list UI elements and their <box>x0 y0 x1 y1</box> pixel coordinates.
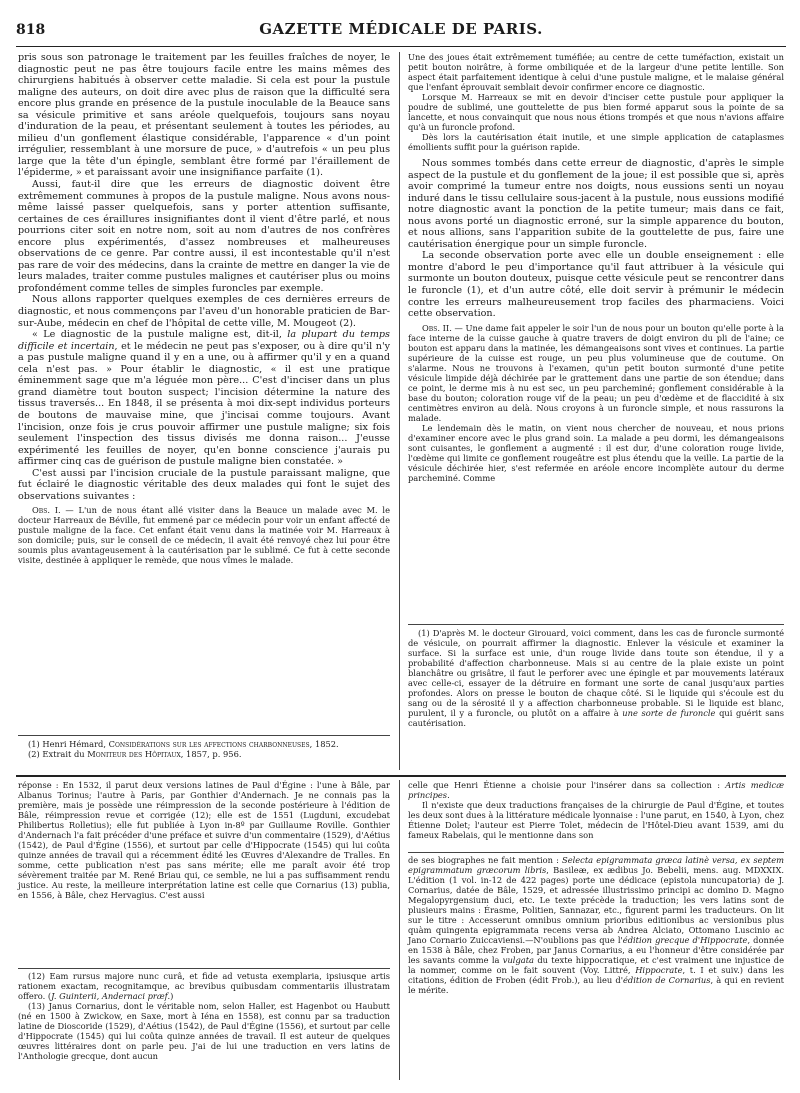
bottom-right-footnotes <box>408 855 784 995</box>
observation-1: Obs. I. — L'un de nous étant allé visiter dans la Beauce un malade avec M. le docteur Harreaux de Béville, fut emmené par ce médecin pour voir un enfant affecté de pustule maligne de la face. Cet enfant était venu dans la matinée voir M. Harreaux à son domicile; puis, sur le conseil de ce médecin, il avait été renvoyé chez lui pour être soumis plus avantageusement à la cautérisation par le sublimé. Ce fut à cette seconde visite, destinée à appliquer le remède, que nous vîmes le malade. <box>18 505 390 566</box>
footnote: (12) Eam rursus majore nunc curâ, et fide ad vetusta exemplaria, ipsiusque artis rationem exactam, recognitamque, ac brevibus quibusdam commentariis illustratam offero. (J. Guinterii, Andernaci præf.) <box>18 971 390 1001</box>
bottom-left-footnotes <box>18 971 390 1061</box>
footnote: (13) Janus Cornarius, dont le véritable nom, selon Haller, est Hagenbot ou Haubutt (né en 1500 à Zwickow, en Saxe, mort à Iéna en 1558), est connu par sa traduction latine de Dioscoride (1529), d'Aétius (1542), de Paul d'Égine (1556), et surtout par celle d'Hippocrate (1545) qui lui coûta quinze années de travail. Il est auteur de quelques œuvres littéraires dont on parle peu. J'ai de lui une traduction en vers latins de l'Anthologie grecque, dont aucun <box>18 1001 390 1061</box>
page-header <box>16 18 786 47</box>
footnote-divider <box>408 852 784 853</box>
paragraph: La seconde observation porte avec elle un double enseignement : elle montre d'abord le peu d'importance qu'il faut attribuer à la vésicule qui surmonte un bouton douteux, puisque cette vésicule peut se rencontrer dans le furoncle (1), et d'un autre côté, elle doit servir à prémunir le médecin contre les erreurs malheureusement trop faciles des pharmaciens. Voici cette observation. <box>408 250 784 320</box>
page-number: 818 <box>16 22 46 38</box>
footnote: (1) D'après M. le docteur Girouard, voici comment, dans les cas de furoncle surmonté de vésicule, on pourrait affirmer la diagnostic. Enlever la vésicule et examiner la surface. Si la surface est unie, d'un rouge livide dans toute son étendue, il y a probabilité d'affection charbonneuse. Mais si au centre de la plaie existe un point blanchâtre ou grisâtre, il faut le perforer avec une épingle et par mouvements latéraux avec celle-ci, essayer de la détruire en formant une sorte de canal jusqu'aux parties profondes. Alors on presse le bouton de chaque côté. Si le liquide qui s'écoule est du sang ou de la sérosité il y a affection charbonneuse probable. Si le liquide est blanc, purulent, il y a furoncle, ou plutôt on a affaire à une sorte de furoncle qui guérit sans cautérisation. <box>408 628 784 728</box>
footnote: (2) Extrait du Moniteur des Hôpitaux, 1857, p. 956. <box>28 749 242 759</box>
column-divider <box>399 52 400 770</box>
paragraph: réponse : En 1532, il parut deux versions latines de Paul d'Égine : l'une à Bâle, par Albanus Torinus; l'autre à Paris, par Gonthier d'Andernach. Je ne connais pas la première, mais je possède une réimpression de la seconde postérieure à l'édition de Bâle, réimpression revue et corrigée (12); elle est de 1551 (Lugduni, excudebat Philibertus Rolletius); elle fut publiée à Lyon in-8º par Guillaume Roville. Gonthier d'Andernach l'a fait précéder d'une préface et suivre d'un commentaire (1529), d'Aétius (1542), de Paul d'Égine (1556), et surtout par celle d'Hippocrate (1545) qui lui coûta quinze années de travail qui a récemment édité les Œuvres d'Alexandre de Tralles. En somme, cette publication n'est pas sans mérite; elle me paraît avoir été trop sévèrement traitée par M. René Briau qui, ce semble, ne lui a pas suffisamment rendu justice. Au reste, la meilleure interprétation latine est celle que Cornarius (13) publia, en 1556, à Bâle, chez Hervagius. C'est aussi <box>18 780 390 900</box>
paragraph: Nous allons rapporter quelques exemples de ces dernières erreurs de diagnostic, et nous commençons par l'aveu d'un honorable praticien de Bar-sur-Aube, médecin en chef de l'hôpital de cette ville, M. Mougeot (2). <box>18 294 390 329</box>
right-column <box>408 52 784 483</box>
paragraph: C'est aussi par l'incision cruciale de la pustule paraissant maligne, que fut éclairé le diagnostic véritable des deux malades qui font le sujet des observations suivantes : <box>18 467 390 502</box>
left-footnotes <box>18 739 390 759</box>
paragraph: Le lendemain dès le matin, on vient nous chercher de nouveau, et nous prions d'examiner encore avec le plus grand soin. La malade a peu dormi, les démangeaisons sont cuisantes, le gonflement a augmenté : il est dur, d'une coloration rouge livide, l'œdème qui limite ce gonflement rougeâtre est plus étendu que la veille. La partie de la vésicule déchirée hier, s'est refermée en aréole encore incomplète autour du derme parcheminé. Comme <box>408 422 784 483</box>
left-column <box>18 52 390 565</box>
footnote: (1) Henri Hémard, Considérations sur les affections charbonneuses, 1852. <box>28 739 339 749</box>
bottom-right-column <box>408 780 784 840</box>
paragraph: Il n'existe que deux traductions françaises de la chirurgie de Paul d'Égine, et toutes les deux sont dues à la littérature médicale lyonnaise : l'une parut, en 1540, à Lyon, chez Étienne Dolet; l'auteur est Pierre Tolet, médecin de l'Hôtel-Dieu avant 1539, ami du fameux Rabelais, qui le mentionne dans son <box>408 800 784 840</box>
paragraph: celle que Henri Étienne a choisie pour l'insérer dans sa collection : Artis medicæ principes. <box>408 780 784 800</box>
observation-2: Obs. II. — Une dame fait appeler le soir l'un de nous pour un bouton qu'elle porte à la face interne de la cuisse gauche à quatre travers de doigt environ du pli de l'aine; ce bouton est apparu dans la matinée, les démangeaisons sont vives et continues. La partie supérieure de la cuisse est rouge, un peu plus volumineuse que de coutume. On s'alarme. Nous ne trouvons à l'examen, qu'un petit bouton surmonté d'une petite vésicule limpide déjà déchirée par le grattement dans une partie de son étendue; dans ce point, le derme mis à nu est sec, un peu parcheminé; gonflement considérable à la base du bouton; coloration rouge vif de la peau; un peu d'œdème et de flaccidité à six centimètres environ au delà. Nous croyons à un furoncle simple, et nous rassurons la malade. <box>408 322 784 423</box>
paragraph: Lorsque M. Harreaux se mit en devoir d'inciser cette pustule pour appliquer la poudre de sublimé, une gouttelette de pus bien formé apparut sous la pointe de sa lancette, et nous convainquit que nous nous étions trompés et que nous n'avions affaire qu'à un furoncle profond. <box>408 92 784 132</box>
quote-paragraph: « Le diagnostic de la pustule maligne est, dit-il, la plupart du temps difficile et incertain, et le médecin ne peut pas s'exposer, ou à dire qu'il n'y a pas pustule maligne quand il y en a une, ou à affirmer qu'il y en a quand cela n'est pas. » Pour établir le diagnostic, « il est une pratique éminemment sage que m'a léguée mon père... C'est d'inciser dans un plus grand diamètre tout bouton suspect; l'incision détermine la nature des tissus traversés... En 1848, il se présenta à moi dix-sept individus porteurs de boutons de mauvaise mine, que j'incisai comme toujours. Avant l'incision, onze fois je crus pouvoir affirmer une pustule maligne; six fois seulement l'inspection des tissus divisés me donna raison... J'eusse expérimenté les feuilles de noyer, qu'en bonne conscience j'aurais pu affirmer cinq cas de guérison de pustule maligne bien constatée. » <box>18 329 391 468</box>
bottom-left-column <box>18 780 390 900</box>
paragraph: Dès lors la cautérisation était inutile, et une simple application de cataplasmes émollients suffit pour la guérison rapide. <box>408 132 784 152</box>
footnote-divider <box>408 624 784 625</box>
paragraph: Une des joues était extrêmement tuméfiée; au centre de cette tuméfaction, existait un petit bouton noirâtre, à forme ombiliquée et de la largeur d'une petite lentille. Son aspect était parfaitement identique à celui d'une pustule maligne, et le malaise général que l'enfant éprouvait semblait devoir confirmer encore ce diagnostic. <box>408 52 784 92</box>
section-divider <box>16 775 786 777</box>
paragraph: Nous sommes tombés dans cette erreur de diagnostic, d'après le simple aspect de la pustule et du gonflement de la joue; il est possible que si, après avoir comprimé la tumeur entre nos doigts, nous eussions senti un noyau induré dans le tissu cellulaire sous-jacent à la pustule, nous eussions modifié notre diagnostic avant la ponction de la petite tumeur; mais dans ce fait, nous avons porté un diagnostic erroné, sur la simple apparence du bouton, et nous allions, sans l'apparition subite de la gouttelette de pus, faire une cautérisation énergique pour un simple furoncle. <box>408 158 784 250</box>
page-title: GAZETTE MÉDICALE DE PARIS. <box>259 20 543 38</box>
right-footnotes <box>408 628 784 728</box>
footnote-divider <box>18 735 390 736</box>
paragraph: pris sous son patronage le traitement par les feuilles fraîches de noyer, le diagnostic peut ne pas être toujours facile entre les mains mêmes des chirurgiens habitués à observer cette maladie. Si cela est pour la pustule maligne des auteurs, on doit dire avec plus de raison que la difficulté sera encore plus grande en présence de la pustule inoculable de la Beauce sans sa vésicule primitive et sans aréole quelquefois, toujours sans noyau d'induration de la peau, et présentant seulement à toutes les périodes, au milieu d'un gonflement élastique considérable, l'apparence « d'un point irrégulier, ressemblant à une morsure de puce, » d'autrefois « un peu plus large que la tête d'un épingle, semblant être formé par l'éraillement de l'épiderme, » et paraissant avoir une insignifiance parfaite (1). <box>18 52 390 179</box>
column-divider <box>399 780 400 1080</box>
footnote: de ses biographes ne fait mention : Selecta epigrammata græca latinè versa, ex septem epigrammatum græcorum libris, Basileæ, ex ædibus Jo. Bebelii, mens. aug. MDXXIX. L'édition (1 vol. in-12 de 422 pages) porte une dédicace (epistola nuncupatoria) de J. Cornarius, datée de Bâle, 1529, et adressée illustrissimo principi ac domino D. Magno Megalopyrgensium duci, etc. Le texte précède la traduction; les vers latins sont de plusieurs mains : Érasme, Politien, Sannazar, etc., figurent parmi les traducteurs. On lit sur le titre : Accesserunt omnibus omnium prioribus editionibus ac versionibus plus quàm quingenta epigrammata recens versa ab Andrea Alciato, Ottomano Luscinio ac Jano Cornario Zuiccaviensi.—N'oublions pas que l'édition grecque d'Hippocrate, donnée en 1538 à Bâle, chez Froben, par Janus Cornarius, a eu l'honneur d'être considérée par les savants comme la vulgata du texte hippocratique, et c'est vraiment une injustice de la nommer, comme on le fait souvent (Voy. Littré, Hippocrate, t. I et suiv.) dans les citations, édition de Froben (édit Frob.), au lieu d'édition de Cornarius, à qui en revient le mérite. <box>408 855 785 995</box>
paragraph: Aussi, faut-il dire que les erreurs de diagnostic doivent être extrêmement communes à propos de la pustule maligne. Nous avons nous-même laissé passer quelquefois, sans y porter attention suffisante, certaines de ces éraillures insignifiantes dont il vient d'être parlé, et nous pourrions citer soit en notre nom, soit au nom d'autres de nos confrères encore plus expérimentés, d'assez nombreuses et malheureuses observations de ce genre. Par contre aussi, il est incontestable qu'il n'est pas rare de voir des médecins, dans la crainte de mettre en danger la vie de leurs malades, traiter comme pustules malignes et cautériser plus ou moins profondément comme telles de simples furoncles par exemple. <box>18 179 390 294</box>
footnote-divider <box>18 968 390 969</box>
